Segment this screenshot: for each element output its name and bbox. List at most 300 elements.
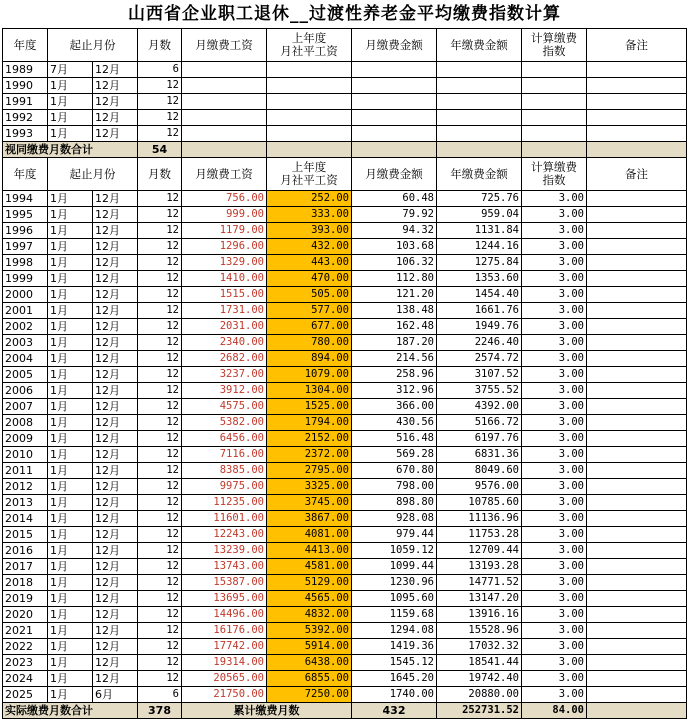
- start-month-cell: 1月: [48, 527, 93, 543]
- column-header: 月数: [138, 29, 182, 62]
- column-header: 月缴费工资: [182, 158, 267, 191]
- table-row: [3, 287, 687, 303]
- start-month-cell: 1月: [48, 78, 93, 94]
- table-row: [3, 495, 687, 511]
- table-row: [3, 559, 687, 575]
- table-row: [3, 271, 687, 287]
- year-cell: 2003: [3, 335, 48, 351]
- months-cell: 12: [138, 110, 182, 126]
- avg-wage-cell: 5392.00: [267, 623, 352, 639]
- months-cell: 12: [138, 335, 182, 351]
- year-cell: 2023: [3, 655, 48, 671]
- table-row: [3, 62, 687, 78]
- monthly-payment-cell: 138.48: [352, 303, 437, 319]
- annual-payment-cell: 11753.28: [437, 527, 522, 543]
- annual-payment-cell: 3755.52: [437, 383, 522, 399]
- end-month-cell: 12月: [93, 463, 138, 479]
- year-cell: 1993: [3, 126, 48, 142]
- start-month-cell: 1月: [48, 191, 93, 207]
- index-cell: 3.00: [522, 687, 587, 703]
- empty-cell: [587, 110, 687, 126]
- column-header: 年缴费金额: [437, 158, 522, 191]
- year-cell: 2011: [3, 463, 48, 479]
- annual-payment-cell: 1454.40: [437, 287, 522, 303]
- monthly-payment-cell: 312.96: [352, 383, 437, 399]
- start-month-cell: 1月: [48, 383, 93, 399]
- table-row: [3, 543, 687, 559]
- monthly-payment-cell: 106.32: [352, 255, 437, 271]
- summary-label: 视同缴费月数合计: [3, 142, 138, 158]
- annual-payment-cell: 959.04: [437, 207, 522, 223]
- end-month-cell: 12月: [93, 94, 138, 110]
- monthly-wage-cell: 11601.00: [182, 511, 267, 527]
- annual-payment-cell: 11136.96: [437, 511, 522, 527]
- monthly-payment-cell: 1230.96: [352, 575, 437, 591]
- avg-wage-cell: 3867.00: [267, 511, 352, 527]
- year-cell: 1989: [3, 62, 48, 78]
- months-cell: 12: [138, 447, 182, 463]
- empty-cell: [182, 78, 267, 94]
- avg-wage-cell: 894.00: [267, 351, 352, 367]
- end-month-cell: 12月: [93, 367, 138, 383]
- end-month-cell: 12月: [93, 335, 138, 351]
- column-header: 月缴费金额: [352, 158, 437, 191]
- monthly-payment-cell: 94.32: [352, 223, 437, 239]
- start-month-cell: 1月: [48, 94, 93, 110]
- index-cell: 3.00: [522, 559, 587, 575]
- empty-cell: [437, 142, 522, 158]
- start-month-cell: 1月: [48, 655, 93, 671]
- end-month-cell: 12月: [93, 351, 138, 367]
- index-cell: 3.00: [522, 543, 587, 559]
- monthly-wage-cell: 5382.00: [182, 415, 267, 431]
- months-cell: 12: [138, 399, 182, 415]
- year-cell: 2000: [3, 287, 48, 303]
- avg-wage-cell: 5914.00: [267, 639, 352, 655]
- table-row: [3, 655, 687, 671]
- index-cell: 3.00: [522, 319, 587, 335]
- monthly-payment-cell: 928.08: [352, 511, 437, 527]
- end-month-cell: 12月: [93, 399, 138, 415]
- table-row: [3, 415, 687, 431]
- year-cell: 2002: [3, 319, 48, 335]
- months-cell: 12: [138, 463, 182, 479]
- remark-cell: [587, 495, 687, 511]
- annual-payment-cell: 18541.44: [437, 655, 522, 671]
- avg-wage-cell: 2372.00: [267, 447, 352, 463]
- months-cell: 12: [138, 239, 182, 255]
- remark-cell: [587, 351, 687, 367]
- header-row: [3, 158, 687, 191]
- empty-cell: [437, 110, 522, 126]
- monthly-wage-cell: 4575.00: [182, 399, 267, 415]
- index-cell: 3.00: [522, 447, 587, 463]
- end-month-cell: 12月: [93, 431, 138, 447]
- monthly-wage-cell: 999.00: [182, 207, 267, 223]
- index-cell: 3.00: [522, 495, 587, 511]
- annual-payment-cell: 3107.52: [437, 367, 522, 383]
- monthly-wage-cell: 14496.00: [182, 607, 267, 623]
- monthly-payment-cell: 258.96: [352, 367, 437, 383]
- start-month-cell: 1月: [48, 110, 93, 126]
- year-cell: 1992: [3, 110, 48, 126]
- remark-cell: [587, 399, 687, 415]
- end-month-cell: 12月: [93, 303, 138, 319]
- table-row: [3, 399, 687, 415]
- monthly-payment-cell: 1740.00: [352, 687, 437, 703]
- table-row: [3, 335, 687, 351]
- monthly-wage-cell: 15387.00: [182, 575, 267, 591]
- end-month-cell: 12月: [93, 287, 138, 303]
- index-cell: 3.00: [522, 223, 587, 239]
- empty-cell: [587, 126, 687, 142]
- remark-cell: [587, 287, 687, 303]
- monthly-wage-cell: 19314.00: [182, 655, 267, 671]
- months-cell: 12: [138, 223, 182, 239]
- annual-payment-cell: 8049.60: [437, 463, 522, 479]
- index-cell: 3.00: [522, 191, 587, 207]
- start-month-cell: 1月: [48, 607, 93, 623]
- start-month-cell: 1月: [48, 207, 93, 223]
- months-cell: 12: [138, 255, 182, 271]
- empty-cell: [587, 142, 687, 158]
- annual-payment-cell: 15528.96: [437, 623, 522, 639]
- annual-payment-cell: 1275.84: [437, 255, 522, 271]
- months-cell: 12: [138, 655, 182, 671]
- monthly-wage-cell: 21750.00: [182, 687, 267, 703]
- end-month-cell: 12月: [93, 591, 138, 607]
- start-month-cell: 1月: [48, 463, 93, 479]
- avg-wage-cell: 3745.00: [267, 495, 352, 511]
- table-row: [3, 479, 687, 495]
- year-cell: 2010: [3, 447, 48, 463]
- table-row: [3, 351, 687, 367]
- table-row: [3, 607, 687, 623]
- table-body: [3, 29, 687, 719]
- start-month-cell: 1月: [48, 447, 93, 463]
- table-row: [3, 239, 687, 255]
- annual-payment-cell: 14771.52: [437, 575, 522, 591]
- start-month-cell: 1月: [48, 303, 93, 319]
- avg-wage-cell: 6438.00: [267, 655, 352, 671]
- avg-wage-cell: 6855.00: [267, 671, 352, 687]
- empty-cell: [522, 62, 587, 78]
- months-cell: 12: [138, 431, 182, 447]
- start-month-cell: 1月: [48, 415, 93, 431]
- column-header: 备注: [587, 158, 687, 191]
- monthly-wage-cell: 11235.00: [182, 495, 267, 511]
- year-cell: 2013: [3, 495, 48, 511]
- end-month-cell: 12月: [93, 223, 138, 239]
- start-month-cell: 1月: [48, 223, 93, 239]
- monthly-wage-cell: 6456.00: [182, 431, 267, 447]
- avg-wage-cell: 333.00: [267, 207, 352, 223]
- table-row: [3, 639, 687, 655]
- months-cell: 12: [138, 479, 182, 495]
- end-month-cell: 12月: [93, 479, 138, 495]
- empty-cell: [267, 94, 352, 110]
- monthly-wage-cell: 1179.00: [182, 223, 267, 239]
- avg-wage-cell: 4581.00: [267, 559, 352, 575]
- monthly-wage-cell: 7116.00: [182, 447, 267, 463]
- months-cell: 12: [138, 78, 182, 94]
- avg-wage-cell: 505.00: [267, 287, 352, 303]
- table-row: [3, 511, 687, 527]
- index-cell: 3.00: [522, 399, 587, 415]
- remark-cell: [587, 207, 687, 223]
- months-cell: 12: [138, 671, 182, 687]
- year-cell: 2020: [3, 607, 48, 623]
- year-cell: 2024: [3, 671, 48, 687]
- avg-wage-cell: 780.00: [267, 335, 352, 351]
- start-month-cell: 1月: [48, 479, 93, 495]
- months-cell: 12: [138, 607, 182, 623]
- year-cell: 1991: [3, 94, 48, 110]
- monthly-wage-cell: 12243.00: [182, 527, 267, 543]
- empty-cell: [522, 142, 587, 158]
- monthly-payment-cell: 60.48: [352, 191, 437, 207]
- index-cell: 3.00: [522, 511, 587, 527]
- start-month-cell: 1月: [48, 495, 93, 511]
- monthly-payment-cell: 1545.12: [352, 655, 437, 671]
- months-cell: 12: [138, 559, 182, 575]
- index-cell: 3.00: [522, 575, 587, 591]
- end-month-cell: 12月: [93, 62, 138, 78]
- year-cell: 1994: [3, 191, 48, 207]
- monthly-wage-cell: 17742.00: [182, 639, 267, 655]
- start-month-cell: 1月: [48, 639, 93, 655]
- index-cell: 3.00: [522, 207, 587, 223]
- monthly-payment-cell: 670.80: [352, 463, 437, 479]
- remark-cell: [587, 319, 687, 335]
- actual-months-label: 实际缴费月数合计: [3, 703, 138, 719]
- empty-cell: [267, 78, 352, 94]
- year-cell: 1995: [3, 207, 48, 223]
- remark-cell: [587, 431, 687, 447]
- deemed-months-summary-row: [3, 142, 687, 158]
- column-header: 计算缴费 指数: [522, 158, 587, 191]
- annual-payment-cell: 1353.60: [437, 271, 522, 287]
- table-row: [3, 110, 687, 126]
- months-cell: 12: [138, 287, 182, 303]
- monthly-wage-cell: 16176.00: [182, 623, 267, 639]
- year-cell: 2021: [3, 623, 48, 639]
- empty-cell: [587, 78, 687, 94]
- index-cell: 3.00: [522, 239, 587, 255]
- monthly-wage-cell: 13695.00: [182, 591, 267, 607]
- remark-cell: [587, 463, 687, 479]
- end-month-cell: 12月: [93, 126, 138, 142]
- monthly-payment-cell: 1419.36: [352, 639, 437, 655]
- index-cell: 3.00: [522, 479, 587, 495]
- monthly-wage-cell: 8385.00: [182, 463, 267, 479]
- monthly-payment-cell: 79.92: [352, 207, 437, 223]
- monthly-wage-cell: 2340.00: [182, 335, 267, 351]
- column-header: 起止月份: [48, 158, 138, 191]
- start-month-cell: 1月: [48, 351, 93, 367]
- remark-cell: [587, 511, 687, 527]
- monthly-wage-cell: 3912.00: [182, 383, 267, 399]
- monthly-payment-cell: 1159.68: [352, 607, 437, 623]
- index-cell: 3.00: [522, 351, 587, 367]
- monthly-payment-cell: 121.20: [352, 287, 437, 303]
- avg-wage-cell: 1079.00: [267, 367, 352, 383]
- column-header: 月数: [138, 158, 182, 191]
- monthly-payment-cell: 187.20: [352, 335, 437, 351]
- column-header: 起止月份: [48, 29, 138, 62]
- months-cell: 12: [138, 543, 182, 559]
- index-cell: 3.00: [522, 607, 587, 623]
- remark-cell: [587, 271, 687, 287]
- months-cell: 12: [138, 303, 182, 319]
- monthly-wage-cell: 1731.00: [182, 303, 267, 319]
- monthly-payment-cell: 1645.20: [352, 671, 437, 687]
- avg-wage-cell: 677.00: [267, 319, 352, 335]
- empty-cell: [267, 62, 352, 78]
- end-month-cell: 12月: [93, 191, 138, 207]
- index-cell: 3.00: [522, 639, 587, 655]
- index-cell: 3.00: [522, 623, 587, 639]
- start-month-cell: 7月: [48, 62, 93, 78]
- monthly-wage-cell: 13743.00: [182, 559, 267, 575]
- start-month-cell: 1月: [48, 431, 93, 447]
- year-cell: 2022: [3, 639, 48, 655]
- remark-cell: [587, 543, 687, 559]
- remark-cell: [587, 415, 687, 431]
- end-month-cell: 12月: [93, 110, 138, 126]
- monthly-payment-cell: 1294.08: [352, 623, 437, 639]
- avg-wage-cell: 4565.00: [267, 591, 352, 607]
- table-row: [3, 94, 687, 110]
- start-month-cell: 1月: [48, 559, 93, 575]
- remark-cell: [587, 623, 687, 639]
- months-cell: 12: [138, 351, 182, 367]
- year-cell: 2006: [3, 383, 48, 399]
- index-cell: 3.00: [522, 271, 587, 287]
- monthly-payment-cell: 214.56: [352, 351, 437, 367]
- monthly-payment-cell: 1059.12: [352, 543, 437, 559]
- monthly-wage-cell: 9975.00: [182, 479, 267, 495]
- end-month-cell: 12月: [93, 255, 138, 271]
- start-month-cell: 1月: [48, 575, 93, 591]
- contribution-table: [2, 28, 687, 719]
- index-cell: 3.00: [522, 591, 587, 607]
- monthly-payment-cell: 569.28: [352, 447, 437, 463]
- months-cell: 6: [138, 687, 182, 703]
- months-cell: 12: [138, 191, 182, 207]
- annual-payment-cell: 1949.76: [437, 319, 522, 335]
- index-cell: 3.00: [522, 415, 587, 431]
- remark-cell: [587, 223, 687, 239]
- end-month-cell: 12月: [93, 543, 138, 559]
- avg-wage-cell: 393.00: [267, 223, 352, 239]
- annual-payment-cell: 4392.00: [437, 399, 522, 415]
- year-cell: 1997: [3, 239, 48, 255]
- end-month-cell: 12月: [93, 383, 138, 399]
- total-months-value: 432: [352, 703, 437, 719]
- avg-wage-cell: 443.00: [267, 255, 352, 271]
- monthly-payment-cell: 516.48: [352, 431, 437, 447]
- year-cell: 2019: [3, 591, 48, 607]
- annual-payment-cell: 2574.72: [437, 351, 522, 367]
- index-cell: 3.00: [522, 335, 587, 351]
- start-month-cell: 1月: [48, 687, 93, 703]
- remark-cell: [587, 191, 687, 207]
- year-cell: 2009: [3, 431, 48, 447]
- empty-cell: [267, 142, 352, 158]
- table-row: [3, 383, 687, 399]
- annual-payment-cell: 19742.40: [437, 671, 522, 687]
- end-month-cell: 12月: [93, 271, 138, 287]
- monthly-payment-cell: 898.80: [352, 495, 437, 511]
- table-row: [3, 191, 687, 207]
- monthly-payment-cell: 103.68: [352, 239, 437, 255]
- annual-payment-cell: 9576.00: [437, 479, 522, 495]
- empty-cell: [437, 62, 522, 78]
- empty-cell: [587, 703, 687, 719]
- empty-cell: [182, 94, 267, 110]
- monthly-payment-cell: 798.00: [352, 479, 437, 495]
- monthly-wage-cell: 20565.00: [182, 671, 267, 687]
- start-month-cell: 1月: [48, 255, 93, 271]
- index-cell: 3.00: [522, 303, 587, 319]
- end-month-cell: 12月: [93, 671, 138, 687]
- table-row: [3, 255, 687, 271]
- column-header: 年度: [3, 158, 48, 191]
- end-month-cell: 12月: [93, 623, 138, 639]
- year-cell: 2001: [3, 303, 48, 319]
- end-month-cell: 12月: [93, 415, 138, 431]
- months-cell: 12: [138, 271, 182, 287]
- annual-payment-cell: 2246.40: [437, 335, 522, 351]
- year-cell: 2007: [3, 399, 48, 415]
- table-row: [3, 671, 687, 687]
- monthly-payment-cell: 430.56: [352, 415, 437, 431]
- index-cell: 3.00: [522, 255, 587, 271]
- table-row: [3, 447, 687, 463]
- table-row: [3, 207, 687, 223]
- annual-total-value: 252731.52: [437, 703, 522, 719]
- empty-cell: [437, 126, 522, 142]
- annual-payment-cell: 1244.16: [437, 239, 522, 255]
- remark-cell: [587, 303, 687, 319]
- year-cell: 2025: [3, 687, 48, 703]
- empty-cell: [352, 94, 437, 110]
- year-cell: 2008: [3, 415, 48, 431]
- months-cell: 12: [138, 94, 182, 110]
- index-cell: 3.00: [522, 367, 587, 383]
- start-month-cell: 1月: [48, 271, 93, 287]
- empty-cell: [587, 94, 687, 110]
- remark-cell: [587, 655, 687, 671]
- empty-cell: [587, 62, 687, 78]
- end-month-cell: 12月: [93, 319, 138, 335]
- monthly-payment-cell: 366.00: [352, 399, 437, 415]
- table-row: [3, 527, 687, 543]
- year-cell: 1996: [3, 223, 48, 239]
- remark-cell: [587, 239, 687, 255]
- end-month-cell: 12月: [93, 575, 138, 591]
- monthly-wage-cell: 756.00: [182, 191, 267, 207]
- year-cell: 2014: [3, 511, 48, 527]
- table-row: [3, 367, 687, 383]
- empty-cell: [182, 110, 267, 126]
- table-row: [3, 223, 687, 239]
- monthly-wage-cell: 1515.00: [182, 287, 267, 303]
- table-row: [3, 463, 687, 479]
- start-month-cell: 1月: [48, 543, 93, 559]
- year-cell: 2012: [3, 479, 48, 495]
